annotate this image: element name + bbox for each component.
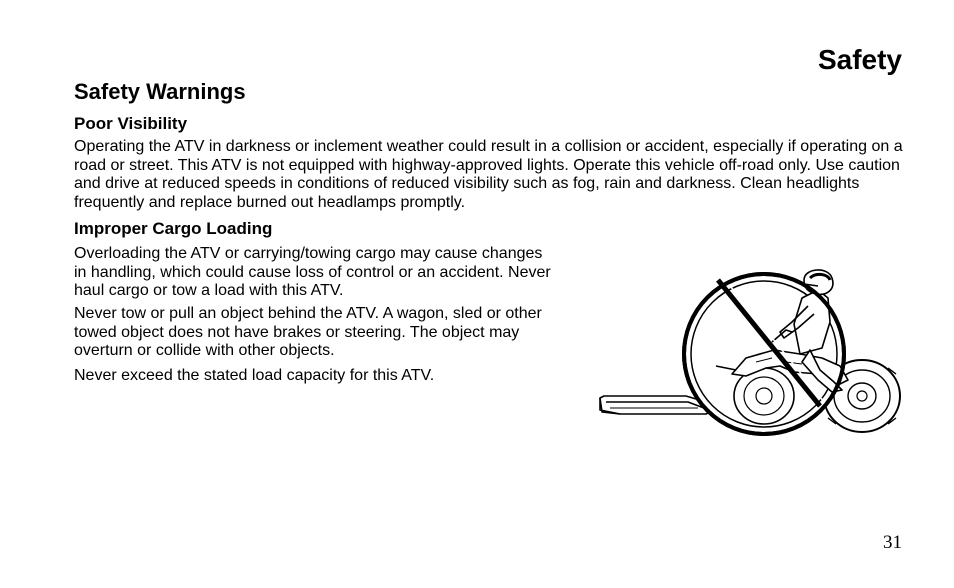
cargo-paragraph-3: Never exceed the stated load capacity for this ATV. [74, 367, 435, 384]
chapter-title: Safety [817, 44, 902, 75]
cargo-paragraph-2: Never tow or pull an object behind the ATV. A wagon, sled or other towed object does not have brakes or steering. The object may overturn or collide with other objects. [74, 305, 542, 359]
poor-visibility-heading: Poor Visibility [74, 114, 188, 133]
cargo-loading-heading: Improper Cargo Loading [74, 219, 273, 238]
prohibition-atv-towing-icon [596, 262, 906, 440]
page-number: 31 [883, 532, 902, 553]
poor-visibility-text: Operating the ATV in darkness or inclement weather could result in a collision or accident, especially if operating on a road or street. This ATV is not equipped with highway-approved lights. Operate this vehicle off-road only. Use caution and drive at reduced speeds in conditions of reduced visibility such as fog, rain and darkness. Clean headlights frequently and replace burned out headlamps promptly. [74, 138, 903, 211]
section-title: Safety Warnings [74, 79, 246, 104]
cargo-paragraph-1: Overloading the ATV or carrying/towing cargo may cause changes in handling, which could cause loss of control or an accident. Never haul cargo or tow a load with this ATV. [74, 245, 551, 299]
